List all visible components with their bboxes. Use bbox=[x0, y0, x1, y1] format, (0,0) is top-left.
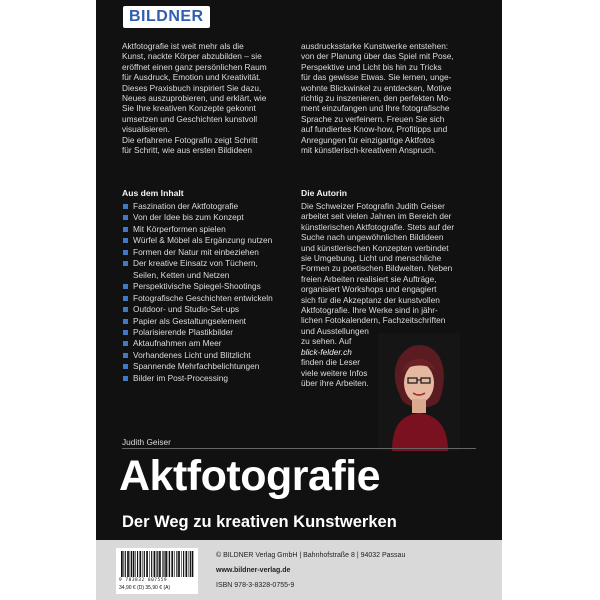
contents-item bbox=[122, 316, 300, 327]
bio-line: lichen Fotokalendern, Fachzeitschriften bbox=[301, 315, 446, 326]
publisher-logo: BILDNER bbox=[123, 6, 210, 28]
contents-item-label: Polarisierende Plastikbilder bbox=[133, 326, 234, 337]
bio-line: Aktfotografie. Ihre Werke sind in jähr- bbox=[301, 305, 438, 316]
intro-line: für Ausdruck, Emotion und Kreativität. bbox=[122, 72, 261, 83]
intro-line: ment einzufangen und Ihre fotografische bbox=[301, 103, 450, 114]
contents-item-label: Papier als Gestaltungselement bbox=[133, 315, 246, 326]
contents-item bbox=[122, 361, 300, 372]
publisher-address: © BILDNER Verlag GmbH | Bahnhofstraße 8 | 94032 Passau bbox=[216, 552, 406, 559]
bullet-icon bbox=[123, 330, 128, 335]
contents-item-label: Bilder im Post-Processing bbox=[133, 372, 228, 383]
bullet-icon bbox=[123, 296, 128, 301]
author-name: Judith Geiser bbox=[122, 437, 171, 447]
contents-item-label: Fotografische Geschichten entwickeln bbox=[133, 292, 273, 303]
intro-line: Perspektive und Licht bis hin zu Tricks bbox=[301, 61, 442, 72]
book-title: Aktfotografie bbox=[119, 452, 381, 500]
intro-line: auf fundiertes Know-how, Profitipps und bbox=[301, 124, 448, 135]
barcode-icon bbox=[120, 551, 194, 579]
contents-item-label: Der kreative Einsatz von Tüchern, bbox=[133, 258, 258, 269]
intro-line: von der Planung über das Spiel mit Pose, bbox=[301, 51, 454, 62]
bio-line: künstlerischen Aktfotografie. Stets auf der bbox=[301, 221, 455, 232]
contents-item bbox=[122, 327, 300, 338]
book-subtitle: Der Weg zu kreativen Kunstwerken bbox=[122, 513, 397, 531]
cover-footer bbox=[96, 540, 502, 600]
bullet-icon bbox=[123, 364, 128, 369]
intro-line: Anregungen für einzigartige Aktfotos bbox=[301, 134, 435, 145]
publisher-website-link[interactable]: www.bildner-verlag.de bbox=[216, 567, 291, 574]
author-heading: Die Autorin bbox=[301, 188, 347, 198]
intro-line: Neues auszuprobieren, und erklärt, wie bbox=[122, 93, 267, 104]
bullet-icon bbox=[123, 261, 128, 266]
bullet-icon bbox=[123, 341, 128, 346]
contents-item-label: Vorhandenes Licht und Blitzlicht bbox=[133, 349, 251, 360]
contents-item bbox=[122, 373, 300, 384]
bio-line: viele weitere Infos bbox=[301, 367, 368, 378]
contents-item-label: Würfel & Möbel als Ergänzung nutzen bbox=[133, 235, 273, 246]
contents-item bbox=[122, 304, 300, 315]
bio-line: über ihre Arbeiten. bbox=[301, 377, 369, 388]
intro-line: visualisieren. bbox=[122, 124, 170, 135]
bio-line: finden die Leser bbox=[301, 357, 361, 368]
bio-line: blick-felder.ch bbox=[301, 346, 352, 357]
contents-item bbox=[122, 350, 300, 361]
contents-item bbox=[122, 258, 300, 281]
intro-line: Sie Ihre kreativen Konzepte gekonnt bbox=[122, 103, 256, 114]
intro-line: ausdrucksstarke Kunstwerke entstehen: bbox=[301, 41, 449, 51]
bullet-icon bbox=[123, 238, 128, 243]
intro-line: eröffnet einen ganz persönlichen Raum bbox=[122, 61, 267, 72]
bio-line: arbeitet seit vielen Jahren im Bereich der bbox=[301, 211, 452, 222]
author-photo bbox=[378, 333, 460, 451]
bio-line: und Ausstellungen bbox=[301, 325, 369, 336]
title-divider bbox=[122, 448, 476, 449]
bullet-icon bbox=[123, 215, 128, 220]
intro-line: Die erfahrene Fotografin zeigt Schritt bbox=[122, 134, 258, 145]
intro-line: Sprache zu verfeinern. Freuen Sie sich bbox=[301, 113, 445, 124]
bio-line: zu sehen. Auf bbox=[301, 336, 352, 347]
bullet-icon bbox=[123, 307, 128, 312]
contents-heading: Aus dem Inhalt bbox=[122, 188, 184, 198]
contents-item-label: Mit Körperformen spielen bbox=[133, 223, 226, 234]
bio-line: organisiert Workshops und engagiert bbox=[301, 284, 437, 295]
intro-line: Dieses Praxisbuch inspiriert Sie dazu, bbox=[122, 82, 262, 93]
bullet-icon bbox=[123, 376, 128, 381]
bullet-icon bbox=[123, 284, 128, 289]
barcode-number: 9 783832 807559 bbox=[119, 578, 168, 583]
intro-line: für Schritt, wie aus ersten Bildideen bbox=[122, 145, 253, 156]
contents-item-label: Spannende Mehrfachbelichtungen bbox=[133, 361, 260, 372]
intro-line: mit künstlerisch-kreativem Anspruch. bbox=[301, 145, 437, 156]
contents-item-label: Formen der Natur mit einbeziehen bbox=[133, 246, 259, 257]
contents-item bbox=[122, 338, 300, 349]
contents-item-label: Seilen, Ketten und Netzen bbox=[133, 269, 230, 280]
contents-item-label: Faszination der Aktfotografie bbox=[133, 201, 239, 211]
contents-item-label: Outdoor- und Studio-Set-ups bbox=[133, 304, 240, 315]
contents-item bbox=[122, 201, 300, 212]
bio-line: sie Umgebung, Licht und menschliche bbox=[301, 253, 442, 264]
intro-line: Aktfotografie ist weit mehr als die bbox=[122, 41, 244, 51]
bio-line: freien Arbeiten realisiert sie Aufträge, bbox=[301, 273, 437, 284]
intro-text-left bbox=[122, 41, 302, 155]
intro-line: umsetzen und Geschichten kunstvoll bbox=[122, 113, 258, 124]
intro-line: für das gewisse Etwas. Sie lernen, unge- bbox=[301, 72, 452, 83]
bullet-icon bbox=[123, 204, 128, 209]
contents-list bbox=[122, 201, 300, 384]
intro-line: richtig zu inszenieren, den perfekten Mo- bbox=[301, 93, 451, 104]
contents-item bbox=[122, 247, 300, 258]
bullet-icon bbox=[123, 353, 128, 358]
bullet-icon bbox=[123, 227, 128, 232]
bio-line: Die Schweizer Fotografin Judith Geiser bbox=[301, 201, 445, 211]
bullet-icon bbox=[123, 319, 128, 324]
bullet-icon bbox=[123, 250, 128, 255]
contents-item-label: Aktaufnahmen am Meer bbox=[133, 338, 222, 349]
barcode-box bbox=[116, 548, 198, 594]
intro-line: wohnte Blickwinkel zu entdecken, Motive bbox=[301, 82, 452, 93]
bio-line: und künstlerischen Konzepten verbindet bbox=[301, 242, 449, 253]
isbn: ISBN 978-3-8328-0755-9 bbox=[216, 582, 295, 589]
bio-line: sich für die Akzeptanz der kunstvollen bbox=[301, 294, 440, 305]
contents-item bbox=[122, 235, 300, 246]
contents-item bbox=[122, 212, 300, 223]
contents-item bbox=[122, 293, 300, 304]
bio-line: Suche nach ungewöhnlichen Bildideen bbox=[301, 232, 444, 243]
back-cover bbox=[96, 0, 502, 600]
intro-line: Kunst, nackte Körper abzubilden – sie bbox=[122, 51, 262, 62]
intro-text-right bbox=[301, 41, 477, 155]
contents-item-label: Perspektivische Spiegel-Shootings bbox=[133, 281, 261, 292]
bio-line: Formen zu poetischen Bildwelten. Neben bbox=[301, 263, 453, 274]
price: 34,90 € (D) 35,90 € (A) bbox=[119, 585, 171, 591]
contents-item bbox=[122, 281, 300, 292]
contents-item-label: Von der Idee bis zum Konzept bbox=[133, 212, 244, 223]
contents-item bbox=[122, 224, 300, 235]
